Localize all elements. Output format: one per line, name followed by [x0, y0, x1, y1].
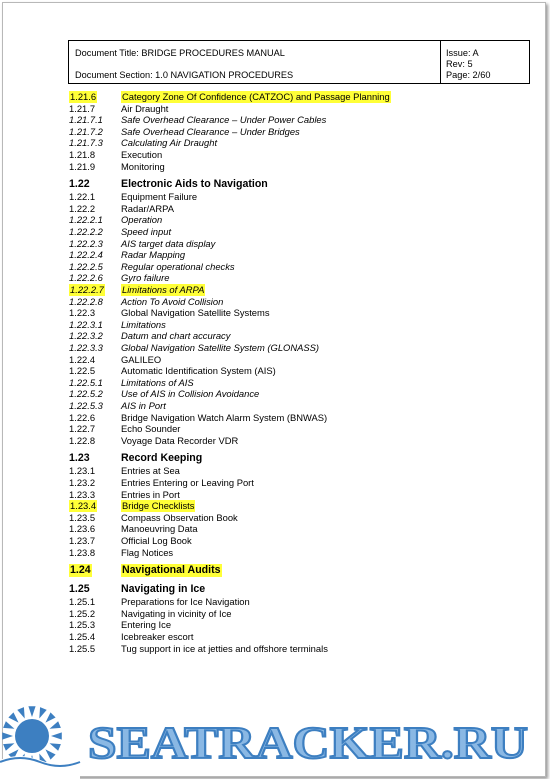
toc-entry-number: 1.23.8 [69, 546, 96, 558]
toc-entry-title: Navigational Audits [122, 564, 221, 577]
toc-entry-title: Echo Sounder [121, 423, 181, 435]
toc-entry-number: 1.23.7 [69, 535, 96, 546]
toc-entry-title: Compass Observation Book [121, 511, 238, 523]
toc-entry-number: 1.22.2.3 [69, 237, 103, 249]
toc-entry-number: 1.25.4 [69, 631, 96, 642]
sun-logo-icon [0, 706, 80, 779]
issue-label: Issue: A [446, 48, 479, 58]
toc-entry-title: Monitoring [121, 160, 165, 172]
toc-entry-number: 1.22.6 [69, 411, 96, 423]
toc-entry-title: Global Navigation Satellite System (GLONASS) [121, 342, 319, 353]
toc-entry-title: Navigating in vicinity of Ice [121, 607, 232, 619]
toc-entry-title: Entries in Port [121, 488, 180, 500]
sun-ray [3, 743, 14, 750]
toc-entry-number: 1.23.5 [69, 511, 96, 523]
toc-entry-number: 1.22.2.2 [69, 226, 103, 237]
toc-entry-number: 1.22.3.3 [69, 342, 103, 353]
toc-entry-number: 1.25.2 [69, 607, 96, 619]
toc-entry-number: 1.23.6 [69, 523, 96, 535]
sun-ray [50, 721, 61, 728]
toc-entry-title: Record Keeping [121, 452, 203, 465]
rev-label: Rev: 5 [446, 59, 473, 69]
page-label: Page: 2/60 [446, 70, 491, 80]
toc-entry-title: Radar Mapping [121, 249, 186, 261]
toc-entry-title: Use of AIS in Collision Avoidance [121, 388, 260, 400]
toc-entry-number: 1.25.5 [69, 642, 96, 654]
toc-entry-number: 1.22.2.7 [70, 284, 104, 295]
toc-entry-title: Manoeuvring Data [121, 523, 198, 535]
document-section: Document Section: 1.0 NAVIGATION PROCEDURES [75, 70, 294, 80]
toc-entry-number: 1.25 [69, 583, 90, 596]
toc-entry-title: Limitations [121, 318, 166, 330]
toc-entry-number: 1.21.8 [69, 149, 96, 160]
toc-entry-number: 1.22.5.1 [69, 376, 103, 388]
toc-entry-title: Tug support in ice at jetties and offshore terminals [121, 642, 328, 654]
sun-ray [17, 707, 24, 718]
toc-entry-number: 1.22.7 [69, 423, 96, 435]
toc-entry-number: 1.22.2.5 [69, 260, 103, 272]
toc-entry-number: 1.22.4 [69, 353, 96, 365]
toc-entry-title: Safe Overhead Clearance – Under Bridges [121, 125, 300, 137]
toc-entry-title: Action To Avoid Collision [121, 295, 224, 307]
toc-entry-number: 1.21.7.2 [69, 125, 103, 137]
toc-entry-number: 1.25.1 [69, 596, 96, 608]
toc-entry-number: 1.21.9 [69, 160, 96, 172]
toc-entry-number: 1.22.3.2 [69, 330, 103, 342]
toc-entry-number: 1.21.6 [70, 91, 97, 102]
toc-entry-title: Navigating in Ice [121, 583, 206, 596]
toc-entry-title: Flag Notices [121, 546, 174, 558]
toc-entry-number: 1.22 [69, 178, 90, 191]
toc-entry-number: 1.22.2.1 [69, 214, 103, 226]
toc-entry-title: AIS in Port [121, 400, 166, 411]
document-title: Document Title: BRIDGE PROCEDURES MANUAL [75, 48, 285, 58]
toc-entry-title: Air Draught [121, 102, 169, 114]
sun-ray [3, 721, 14, 728]
sun-ray [39, 707, 46, 718]
seatracker-watermark [0, 690, 550, 779]
toc-entry-number: 1.22.2.4 [69, 249, 103, 261]
toc-entry-title: Electronic Aids to Navigation [121, 178, 268, 191]
toc-entry-title: Radar/ARPA [121, 202, 174, 214]
toc-entry-title: Global Navigation Satellite Systems [121, 307, 270, 319]
toc-entry-title: Icebreaker escort [121, 631, 194, 642]
toc-entry-number: 1.22.3 [69, 307, 96, 319]
toc-entry-number: 1.22.8 [69, 434, 96, 446]
toc-entry-number: 1.22.5 [69, 365, 96, 377]
toc-entry-number: 1.23.1 [69, 465, 96, 477]
sun-ray [2, 732, 13, 739]
toc-entry-title: Preparations for Ice Navigation [121, 596, 250, 608]
toc-entry-title: Entering Ice [121, 619, 172, 631]
toc-entry-title: Speed input [121, 226, 172, 237]
sun-ray [28, 706, 35, 717]
toc-entry-number: 1.22.3.1 [69, 318, 103, 330]
toc-entry-number: 1.21.7 [69, 102, 96, 114]
toc-entry-title: Entries Entering or Leaving Port [121, 477, 254, 488]
toc-entry-title: Automatic Identification System (AIS) [121, 365, 276, 377]
toc-entry-number: 1.22.1 [69, 191, 96, 203]
toc-entry-number: 1.22.5.3 [69, 400, 103, 411]
toc-entry-number: 1.22.2.6 [69, 272, 103, 284]
sun-ray [45, 749, 55, 759]
toc-entry-title: AIS target data display [121, 237, 216, 249]
toc-entry-number: 1.23.2 [69, 477, 96, 488]
toc-entry-number: 1.23.3 [69, 488, 96, 500]
toc-entry-title: Gyro failure [121, 272, 170, 284]
sun-ray [8, 712, 18, 722]
toc-entry-title: GALILEO [121, 353, 162, 365]
toc-entry-number: 1.23 [69, 452, 90, 465]
toc-entry-title: Safe Overhead Clearance – Under Power Cables [121, 114, 327, 126]
toc-entry-title: Category Zone Of Confidence (CATZOC) and Passage Planning [122, 91, 390, 102]
toc-entry-number: 1.21.7.1 [69, 114, 103, 126]
toc-entry-title: Operation [121, 214, 163, 226]
toc-entry-title: Bridge Navigation Watch Alarm System (BNWAS) [121, 411, 328, 423]
toc-entry-title: Limitations of AIS [121, 376, 194, 388]
watermark-text: SEATRACKER.RU [88, 717, 528, 768]
toc-entry-number: 1.22.5.2 [69, 388, 103, 400]
toc-entry-title: Bridge Checklists [122, 500, 195, 512]
toc-entry-number: 1.22.2 [69, 202, 96, 214]
toc-entry-title: Calculating Air Draught [121, 137, 218, 149]
toc-entry-number: 1.25.3 [69, 619, 96, 631]
sun-ray [51, 732, 62, 739]
toc-entry-title: Voyage Data Recorder VDR [121, 434, 239, 446]
toc-entry-title: Datum and chart accuracy [121, 330, 231, 342]
toc-entry-number: 1.21.7.3 [69, 137, 103, 149]
toc-entry-title: Limitations of ARPA [122, 284, 205, 295]
sun-ray [45, 712, 55, 722]
toc-entry-title: Official Log Book [121, 535, 192, 546]
toc-entry-number: 1.23.4 [70, 500, 97, 512]
toc-entry-number: 1.24 [70, 564, 91, 577]
toc-entry-title: Regular operational checks [121, 260, 235, 272]
toc-entry-title: Execution [121, 149, 163, 160]
toc-entry-number: 1.22.2.8 [69, 295, 103, 307]
toc-entry-title: Entries at Sea [121, 465, 180, 477]
sun-ray [50, 743, 61, 750]
toc-entry-title: Equipment Failure [121, 191, 198, 203]
